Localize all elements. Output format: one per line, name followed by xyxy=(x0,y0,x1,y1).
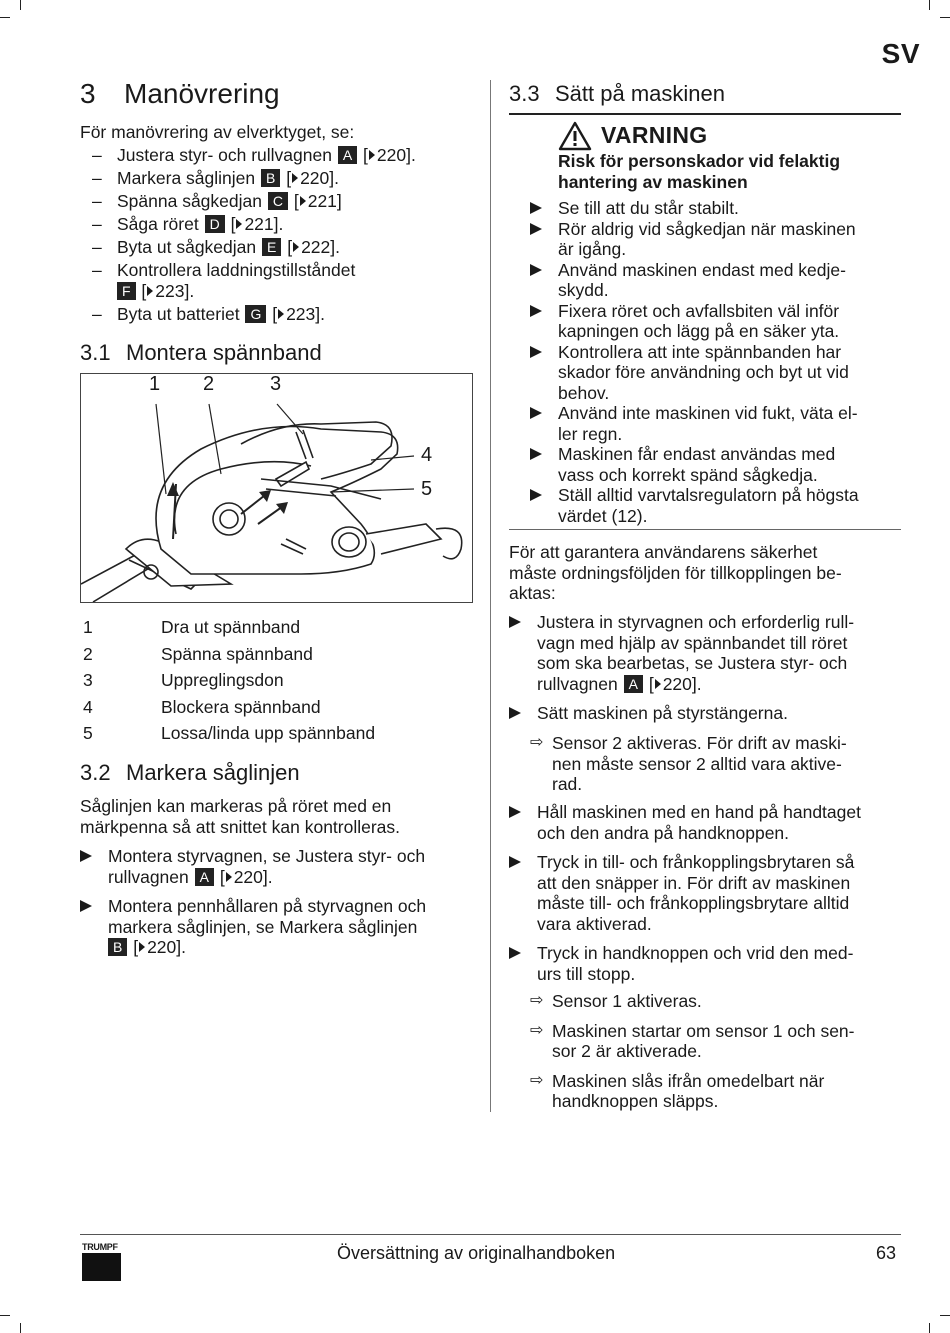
list-item: Montera styrvagnen, se Justera styr- och rullvagnen A [ 220]. xyxy=(80,846,480,887)
arrow-right-icon xyxy=(300,196,306,206)
crop-mark xyxy=(20,0,21,10)
warning-item: Använd maskinen endast med kedje- skydd. xyxy=(530,260,900,301)
startup-steps-2 xyxy=(509,802,904,984)
ref-badge[interactable]: A xyxy=(338,146,357,164)
step-item: Tryck in handknoppen och vrid den med- urs till stopp. xyxy=(509,943,904,984)
triangle-bullet-icon xyxy=(509,707,521,719)
operation-list xyxy=(80,145,480,327)
crop-mark xyxy=(0,1315,10,1316)
section-3-2-intro: Såglinjen kan markeras på röret med en märkpenna så att snittet kan kontrolleras. xyxy=(80,796,401,837)
page-ref[interactable]: 220]. xyxy=(233,866,273,887)
section-3-heading xyxy=(80,78,280,110)
list-item: – Justera styr- och rullvagnen A [ 220]. xyxy=(92,145,416,165)
page-ref[interactable]: 220]. xyxy=(300,168,340,189)
triangle-bullet-icon xyxy=(530,223,542,235)
page-ref[interactable]: 220]. xyxy=(376,145,416,165)
figure-label: 2 xyxy=(203,373,215,395)
trumpf-logo: TRUMPF xyxy=(82,1242,122,1281)
language-tag: SV xyxy=(881,38,920,69)
section-3-1-heading xyxy=(80,340,322,366)
list-item: – Byta ut sågkedjan E [ 222]. xyxy=(92,237,341,258)
result-item: ⇨ Maskinen startar om sensor 1 och sen- sor 2 är aktiverade. xyxy=(530,1020,855,1061)
figure-label: 5 xyxy=(421,478,433,500)
triangle-bullet-icon xyxy=(530,305,542,317)
result-list-2 xyxy=(524,991,904,1112)
footer-title: Översättning av originalhandboken xyxy=(337,1243,616,1263)
triangle-bullet-icon xyxy=(80,900,92,912)
page-ref[interactable]: 220]. xyxy=(662,673,702,694)
warning-subtitle: Risk för personskador vid felaktig hantering av maskinen xyxy=(558,151,841,192)
crop-mark xyxy=(929,1323,930,1333)
result-item: ⇨ Maskinen slås ifrån omedelbart när handknoppen släpps. xyxy=(530,1070,825,1111)
strap-figure xyxy=(80,373,473,603)
step-item: Håll maskinen med en hand på handtaget och den andra på handknoppen. xyxy=(509,802,904,843)
arrow-right-icon xyxy=(139,942,145,952)
hollow-arrow-icon: ⇨ xyxy=(530,1071,544,1089)
arrow-right-icon xyxy=(293,242,299,252)
section-number: 3.2 xyxy=(80,760,111,785)
step-item: Tryck in till- och frånkopplingsbrytaren så att den snäpper in. För drift av maskinen måste till- och frånkopplingsbrytare alltid vara aktiverad. xyxy=(509,852,904,934)
warning-item: Använd inte maskinen vid fukt, väta el- ler regn. xyxy=(530,403,900,444)
warning-item: Ställ alltid varvtalsregulatorn på högsta värdet (12). xyxy=(530,485,900,526)
result-item: ⇨ Sensor 2 aktiveras. För drift av maski- nen måste sensor 2 alltid vara aktive- rad. xyxy=(530,733,847,794)
page-ref[interactable]: 221] xyxy=(307,191,342,212)
section-3-intro: För manövrering av elverktyget, se: xyxy=(80,122,355,142)
ref-badge[interactable]: B xyxy=(108,938,127,956)
list-item: – Såga röret D [ 221]. xyxy=(92,214,284,235)
footer-rule xyxy=(80,1234,901,1235)
page-ref[interactable]: 220]. xyxy=(147,937,187,957)
triangle-bullet-icon xyxy=(530,264,542,276)
warning-item: Kontrollera att inte spännbanden har skador före användning och byt ut vid behov. xyxy=(530,342,900,404)
warning-list xyxy=(530,198,900,526)
arrow-right-icon xyxy=(369,150,375,160)
warning-title: VARNING xyxy=(601,122,708,148)
warning-item: Fixera röret och avfallsbiten väl inför kapningen och lägg på en säker yta. xyxy=(530,301,900,342)
arrow-right-icon xyxy=(226,872,232,882)
section-3-3-intro: För att garantera användarens säkerhet måste ordningsföljden för tillkopplingen be- aktas: xyxy=(509,542,842,603)
section-title: Sätt på maskinen xyxy=(555,81,725,106)
warning-item: Maskinen får endast användas med vass och korrekt spänd sågkedja. xyxy=(530,444,900,485)
page-ref[interactable]: 221]. xyxy=(244,214,284,235)
ref-badge[interactable]: B xyxy=(261,169,280,187)
page-ref[interactable]: 223]. xyxy=(155,280,195,301)
triangle-bullet-icon xyxy=(509,947,521,959)
ref-badge[interactable]: A xyxy=(195,868,214,886)
triangle-bullet-icon xyxy=(530,346,542,358)
result-item: ⇨ Sensor 1 aktiveras. xyxy=(530,991,702,1011)
ref-badge[interactable]: G xyxy=(245,305,266,323)
arrow-right-icon xyxy=(147,286,153,296)
page-ref[interactable]: 223]. xyxy=(286,304,326,325)
section-title: Manövrering xyxy=(124,78,280,109)
list-item: – Kontrollera laddningstillståndet F [ 223]. xyxy=(92,260,356,301)
triangle-bullet-icon xyxy=(509,806,521,818)
section-title: Markera såglinjen xyxy=(126,760,300,785)
arrow-right-icon xyxy=(292,173,298,183)
column-divider xyxy=(490,80,491,1112)
list-item: – Byta ut batteriet G [ 223]. xyxy=(92,304,326,325)
triangle-bullet-icon xyxy=(530,202,542,214)
section-3-2-heading xyxy=(80,760,300,786)
list-item: – Markera såglinjen B [ 220]. xyxy=(92,168,340,189)
list-item: Montera pennhållaren på styrvagnen och markera såglinjen, se Markera såglinjen B [ 220]. xyxy=(80,896,480,958)
section-number: 3.1 xyxy=(80,340,111,365)
ref-badge[interactable]: C xyxy=(268,192,288,210)
marking-steps xyxy=(80,846,480,958)
page-ref[interactable]: 222]. xyxy=(301,237,341,258)
figure-label: 1 xyxy=(149,373,161,395)
ref-badge[interactable]: D xyxy=(205,215,225,233)
arrow-right-icon xyxy=(655,679,661,689)
ref-badge[interactable]: A xyxy=(624,675,643,693)
hollow-arrow-icon: ⇨ xyxy=(530,1021,544,1039)
list-item: – Spänna sågkedjan C [ 221] xyxy=(92,191,342,212)
startup-steps xyxy=(509,612,904,724)
crop-mark xyxy=(940,17,950,18)
section-number: 3 xyxy=(80,78,96,109)
hollow-arrow-icon: ⇨ xyxy=(530,734,544,751)
ref-badge[interactable]: F xyxy=(117,282,136,300)
hollow-arrow-icon: ⇨ xyxy=(530,992,544,1009)
crop-mark xyxy=(20,1323,21,1333)
figure-label: 3 xyxy=(270,373,282,395)
triangle-bullet-icon xyxy=(509,856,521,868)
step-item: Justera in styrvagnen och erforderlig rull- vagn med hjälp av spännbandet till röret som ska bearbetas, se Justera styr- och rullvagnen A [ 220]. xyxy=(509,612,904,694)
triangle-bullet-icon xyxy=(509,616,521,628)
arrow-right-icon xyxy=(278,309,284,319)
arrow-right-icon xyxy=(236,219,242,229)
warning-triangle-icon xyxy=(558,121,592,151)
triangle-bullet-icon xyxy=(80,850,92,862)
section-number: 3.3 xyxy=(509,81,540,106)
section-title: Montera spännband xyxy=(126,340,322,365)
crop-mark xyxy=(940,1315,950,1316)
triangle-bullet-icon xyxy=(530,448,542,460)
crop-mark xyxy=(0,17,10,18)
strap-tensioner-illustration xyxy=(81,374,472,602)
step-item: Sätt maskinen på styrstängerna. xyxy=(509,703,904,724)
section-3-3-heading xyxy=(509,81,725,107)
page-number: 63 xyxy=(876,1243,897,1263)
result-list xyxy=(524,733,904,795)
warning-top-rule xyxy=(509,113,901,115)
ref-badge[interactable]: E xyxy=(262,238,281,256)
crop-mark xyxy=(929,0,930,10)
triangle-bullet-icon xyxy=(530,489,542,501)
warning-bottom-rule xyxy=(509,529,901,530)
figure-label: 4 xyxy=(421,444,433,466)
warning-item: Rör aldrig vid sågkedjan när maskinen är igång. xyxy=(530,219,900,260)
warning-item: Se till att du står stabilt. xyxy=(530,198,900,219)
triangle-bullet-icon xyxy=(530,407,542,419)
